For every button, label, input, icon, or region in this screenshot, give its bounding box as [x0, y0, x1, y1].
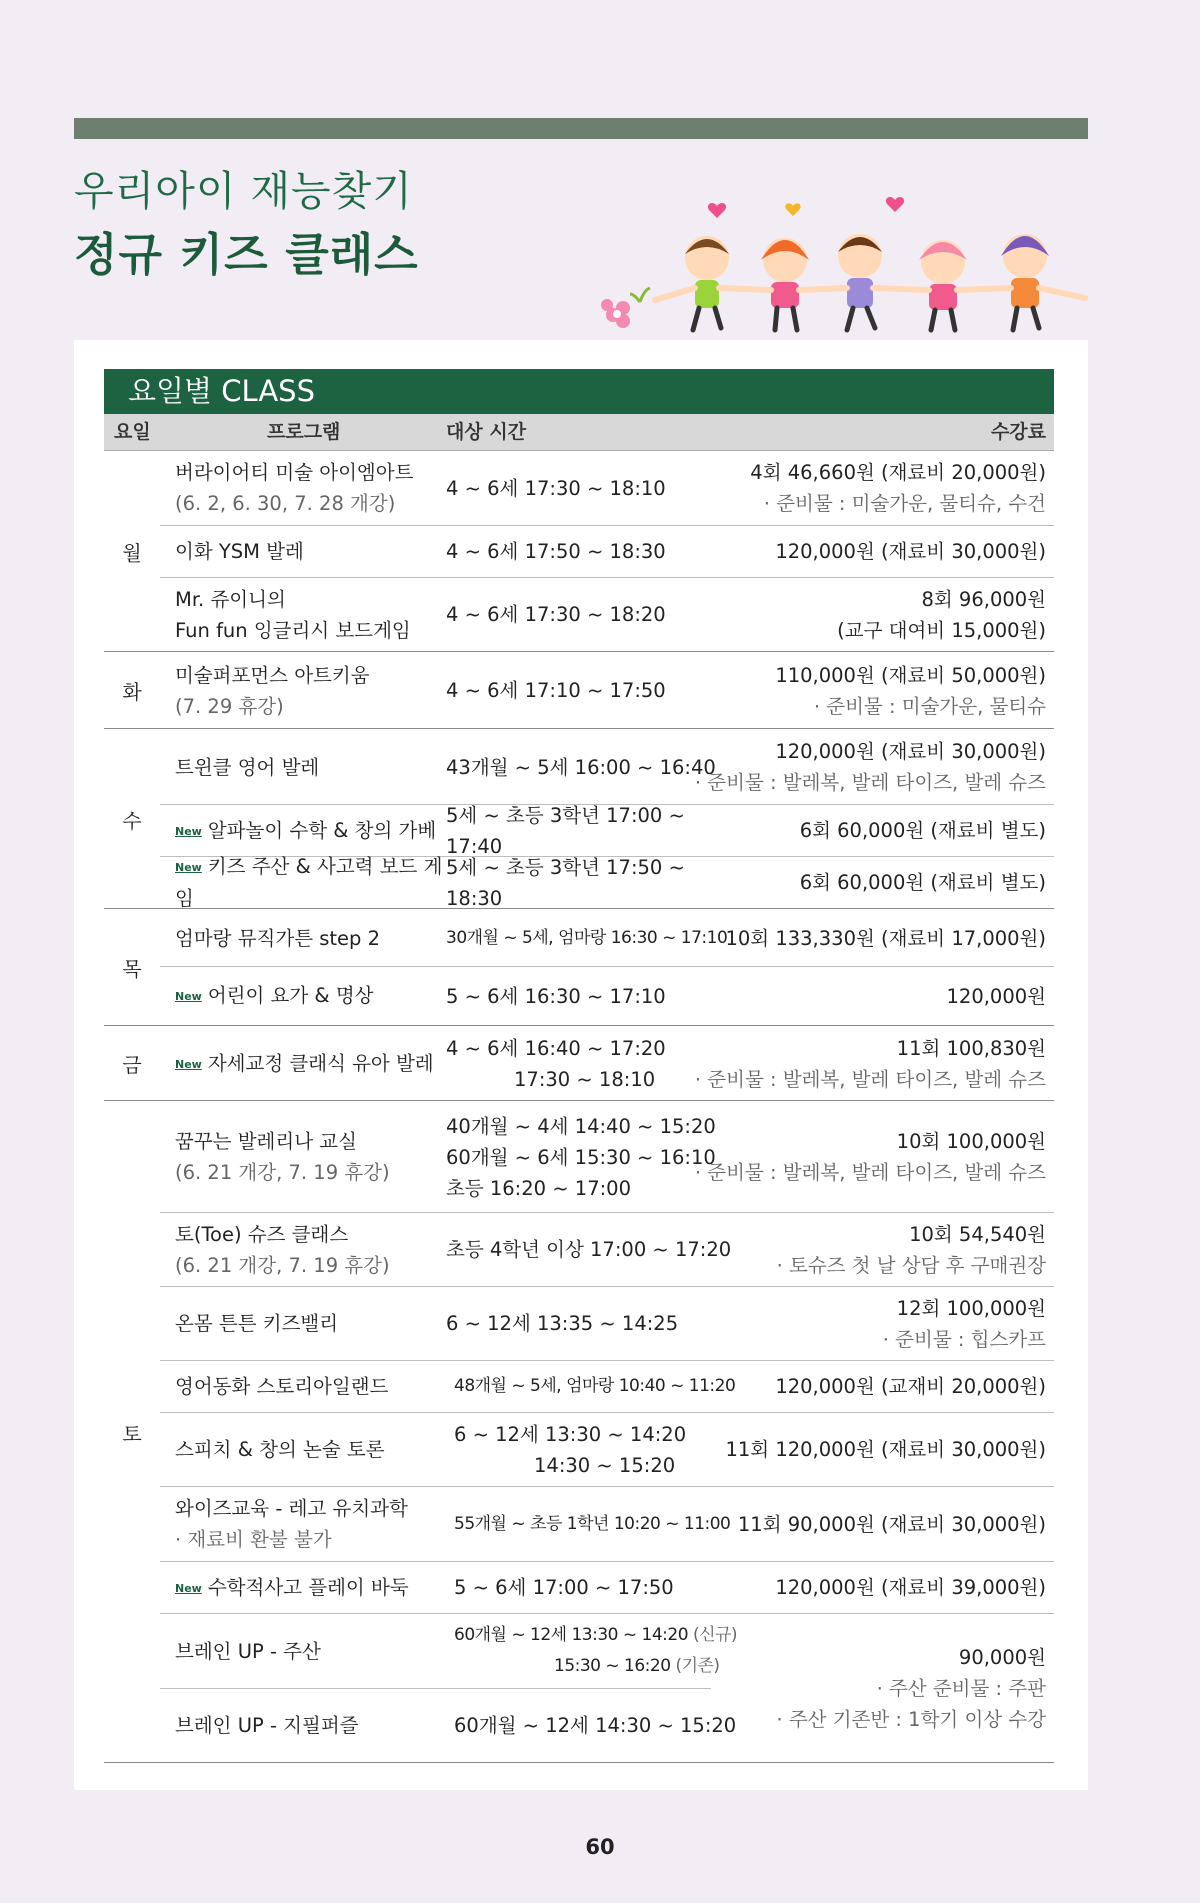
table-row: [160, 805, 1054, 857]
class-fee: 12회 100,000원: [896, 1296, 1046, 1320]
new-badge: New: [175, 861, 202, 874]
table-row: [160, 1487, 1054, 1562]
program-name: 브레인 UP - 지필퍼즐: [175, 1714, 359, 1737]
class-fee: 120,000원 (재료비 39,000원): [775, 1576, 1046, 1599]
fee-note: · 준비물 : 힙스카프: [882, 1327, 1046, 1351]
class-fee: 11회 90,000원 (재료비 30,000원): [737, 1512, 1046, 1536]
class-fee: 6회 60,000원 (재료비 별도): [799, 819, 1046, 842]
program-name: 온몸 튼튼 키즈밸리: [175, 1312, 339, 1335]
program-name: 꿈꾸는 발레리나 교실: [175, 1130, 357, 1153]
class-fee: 10회 133,330원 (재료비 17,000원): [725, 926, 1046, 950]
class-time: 4 ~ 6세 17:30 ~ 18:10: [446, 476, 666, 500]
fee-note: · 준비물 : 미술가운, 물티슈: [813, 694, 1046, 718]
program-name: 이화 YSM 발레: [175, 540, 304, 563]
program-note: · 재료비 환불 불가: [175, 1528, 332, 1551]
new-badge: New: [175, 1057, 202, 1071]
table-row: [160, 1213, 1054, 1287]
class-fee: 10회 54,540원: [909, 1222, 1046, 1246]
class-time: 5세 ~ 초등 3학년 17:00 ~ 17:40: [446, 803, 685, 858]
program-note: (6. 21 개강, 7. 19 휴강): [175, 1253, 390, 1277]
kids-group: [655, 234, 1085, 330]
class-fee: 120,000원: [946, 984, 1046, 1008]
class-fee: 11회 100,830원: [896, 1036, 1046, 1060]
class-time: 4 ~ 6세 16:40 ~ 17:20: [446, 1036, 666, 1060]
class-time: 4 ~ 6세 17:10 ~ 17:50: [446, 679, 666, 702]
day-label-tue: 화: [122, 680, 142, 704]
class-time-2: 14:30 ~ 15:20: [534, 1453, 676, 1477]
class-time: 초등 4학년 이상 17:00 ~ 17:20: [446, 1238, 732, 1261]
class-time-2: 17:30 ~ 18:10: [514, 1067, 656, 1091]
page-subtitle: 우리아이 재능찾기: [74, 167, 413, 215]
time-tag-new: (신규): [692, 1625, 738, 1645]
class-time: 4 ~ 6세 17:50 ~ 18:30: [446, 540, 666, 563]
table-row: [104, 857, 1054, 909]
class-fee: 8회 96,000원: [921, 587, 1046, 611]
day-label-wed: 수: [122, 808, 142, 833]
class-time-3: 초등 16:20 ~ 17:00: [446, 1176, 631, 1200]
kids-illustration: [595, 190, 1100, 340]
program-name: 수학적사고 플레이 바둑: [207, 1575, 409, 1599]
program-name: 키즈 주산 & 사고력 보드 게임: [175, 855, 443, 910]
fee-note-2: · 주산 기존반 : 1학기 이상 수강: [776, 1707, 1046, 1731]
program-name: 와이즈교육 - 레고 유치과학: [175, 1497, 408, 1520]
day-label-thu: 목: [122, 957, 142, 981]
table-header: [104, 414, 1054, 451]
class-time: 6 ~ 12세 13:35 ~ 14:25: [446, 1312, 679, 1335]
program-name: 엄마랑 뮤직가튼 step 2: [175, 926, 381, 950]
day-label-mon: 월: [122, 540, 142, 565]
fee-note: · 주산 준비물 : 주판: [876, 1676, 1046, 1700]
class-fee: 11회 120,000원 (재료비 30,000원): [725, 1438, 1046, 1461]
program-name: 알파놀이 수학 & 창의 가베: [207, 818, 437, 842]
program-name: 어린이 요가 & 명상: [207, 984, 374, 1007]
class-time: 6 ~ 12세 13:30 ~ 14:20: [454, 1422, 687, 1446]
table-row: [104, 1027, 1054, 1101]
class-fee: 4회 46,660원 (재료비 20,000원): [750, 461, 1046, 484]
class-fee: 110,000원 (재료비 50,000원): [775, 663, 1046, 687]
class-fee: 120,000원 (교재비 20,000원): [775, 1375, 1046, 1398]
table-row: [104, 653, 1054, 729]
table-row: [160, 1413, 1054, 1487]
class-time: 55개월 ~ 초등 1학년 10:20 ~ 11:00: [454, 1513, 731, 1534]
program-note: (6. 21 개강, 7. 19 휴강): [175, 1161, 390, 1184]
table-row: [160, 1562, 1054, 1614]
table-row: [104, 578, 1054, 652]
table-row: [160, 526, 1054, 578]
new-badge: New: [175, 990, 202, 1003]
class-fee: 120,000원 (재료비 30,000원): [775, 540, 1046, 563]
table-row: [160, 1102, 1054, 1213]
class-time: 30개월 ~ 5세, 엄마랑 16:30 ~ 17:10: [446, 927, 728, 948]
class-time: 5세 ~ 초등 3학년 17:50 ~ 18:30: [446, 855, 685, 910]
class-fee: 90,000원: [958, 1645, 1046, 1669]
program-name-line2: Fun fun 잉글리시 보드게임: [175, 618, 411, 642]
class-time-2: 60개월 ~ 6세 15:30 ~ 16:10: [446, 1145, 716, 1169]
page-number: 60: [585, 1835, 615, 1859]
class-time: 4 ~ 6세 17:30 ~ 18:20: [446, 603, 666, 626]
table-row: [160, 910, 1054, 967]
fee-note: · 준비물 : 발레복, 발레 타이즈, 발레 슈즈: [694, 1161, 1046, 1184]
new-badge: New: [175, 1581, 202, 1595]
flower-icon: [601, 288, 650, 328]
class-time: 5 ~ 6세 17:00 ~ 17:50: [454, 1576, 674, 1599]
table-row: [160, 1287, 1054, 1361]
program-name: 브레인 UP - 주산: [175, 1639, 321, 1663]
program-note: (7. 29 휴강): [175, 694, 284, 718]
class-time: 60개월 ~ 12세 13:30 ~ 14:20: [454, 1625, 689, 1645]
program-name: 자세교정 클래식 유아 발레: [207, 1051, 434, 1075]
time-tag-existing: (기존): [675, 1656, 720, 1676]
class-fee: 6회 60,000원 (재료비 별도): [799, 871, 1046, 894]
class-fee: 120,000원 (재료비 30,000원): [775, 740, 1046, 763]
col-day: 요일: [114, 421, 151, 443]
program-name: 미술퍼포먼스 아트키움: [175, 663, 370, 687]
program-note: (6. 2, 6. 30, 7. 28 개강): [175, 492, 396, 515]
table-row: [160, 1689, 737, 1762]
day-label-sat: 토: [122, 1421, 142, 1446]
table-row: [160, 1361, 1054, 1413]
heart-icon: [708, 197, 904, 218]
fee-note: · 토슈즈 첫 날 상담 후 구매권장: [776, 1253, 1046, 1277]
section-title: 요일별 CLASS: [104, 369, 1054, 414]
program-name: 트윈클 영어 발레: [175, 755, 320, 779]
class-time: 48개월 ~ 5세, 엄마랑 10:40 ~ 11:20: [454, 1376, 736, 1396]
program-name: 버라이어티 미술 아이엠아트: [175, 461, 414, 484]
class-time: 5 ~ 6세 16:30 ~ 17:10: [446, 984, 666, 1008]
class-time: 40개월 ~ 4세 14:40 ~ 15:20: [446, 1114, 716, 1138]
program-name: 스피치 & 창의 논술 토론: [175, 1438, 385, 1461]
page-title: 정규 키즈 클래스: [74, 228, 419, 281]
col-fee: 수강료: [990, 421, 1046, 443]
class-time-2: 15:30 ~ 16:20: [554, 1656, 671, 1676]
col-time: 대상 시간: [446, 421, 527, 443]
table-row: [160, 451, 1054, 526]
table-row: [104, 967, 1054, 1026]
class-time: 60개월 ~ 12세 14:30 ~ 15:20: [454, 1714, 737, 1737]
new-badge: New: [175, 824, 202, 838]
class-fee: 10회 100,000원: [896, 1130, 1046, 1153]
col-program: 프로그램: [267, 421, 341, 443]
program-name: 토(Toe) 슈즈 클래스: [175, 1222, 349, 1246]
program-name: Mr. 쥬이니의: [175, 587, 286, 611]
fee-note: · 준비물 : 발레복, 발레 타이즈, 발레 슈즈: [694, 771, 1046, 794]
class-time: 43개월 ~ 5세 16:00 ~ 16:40: [446, 755, 716, 779]
fee-note: (교구 대여비 15,000원): [837, 618, 1046, 642]
fee-note: · 준비물 : 발레복, 발레 타이즈, 발레 슈즈: [694, 1067, 1046, 1091]
top-accent-bar: [74, 118, 1088, 139]
fee-note: · 준비물 : 미술가운, 물티슈, 수건: [763, 492, 1046, 515]
program-name: 영어동화 스토리아일랜드: [175, 1375, 389, 1398]
day-label-fri: 금: [122, 1053, 142, 1077]
table-row: [160, 730, 1054, 805]
